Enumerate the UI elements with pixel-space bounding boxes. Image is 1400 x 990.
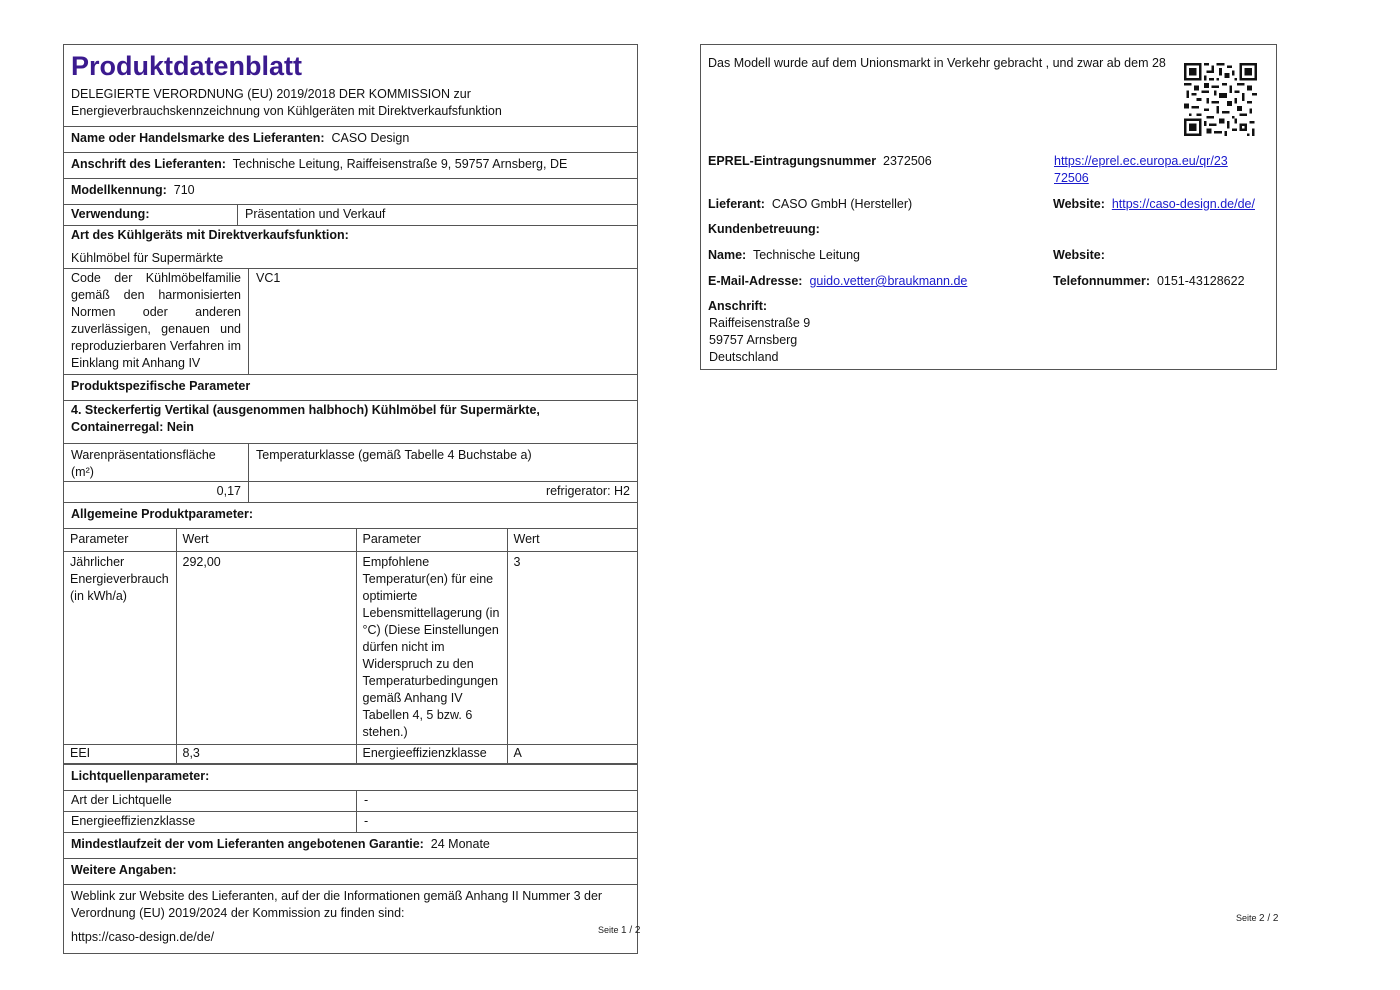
use-label: Verwendung: <box>71 207 150 221</box>
eei-label: EEI <box>64 745 176 764</box>
email-row <box>708 273 967 290</box>
general-params-heading: Allgemeine Produktparameter: <box>71 507 253 521</box>
eprel-link-line-2[interactable]: 72506 <box>1054 171 1089 185</box>
general-params-table <box>64 529 637 764</box>
footer-page-number: 2 / 2 <box>1259 913 1279 924</box>
light-class-value: - <box>356 812 637 832</box>
category-heading: 4. Steckerfertig Vertikal (ausgenommen halbhoch) Kühlmöbel für Supermärkte, Containerregal: Nein <box>71 403 540 434</box>
light-heading-row <box>64 765 637 791</box>
regulation-line-1: DELEGIERTE VERORDNUNG (EU) 2019/2018 DER KOMMISSION zur <box>71 87 471 101</box>
display-area-value: 0,17 <box>216 484 241 498</box>
eprel-row <box>708 153 932 170</box>
eprel-link-line-1[interactable]: https://eprel.ec.europa.eu/qr/23 <box>1054 154 1228 168</box>
warranty-value: 24 Monate <box>430 837 490 851</box>
page-footer-1 <box>598 925 641 936</box>
address-line-1: Raiffeisenstraße 9 <box>709 316 811 330</box>
energy-consumption-value: 292,00 <box>176 552 356 745</box>
temp-class-value: refrigerator: H2 <box>248 482 637 502</box>
email-label: E-Mail-Adresse: <box>708 274 803 288</box>
use-label-cell <box>64 205 237 225</box>
supplier-name-value: CASO Design <box>331 131 410 145</box>
weblink-url: https://caso-design.de/de/ <box>71 930 215 944</box>
website-row <box>1053 196 1255 213</box>
temp-class-label: Temperaturklasse (gemäß Tabelle 4 Buchstabe a) <box>248 444 637 481</box>
appliance-type-label: Art des Kühlgeräts mit Direktverkaufsfunktion: <box>71 228 349 242</box>
phone-value: 0151-43128622 <box>1156 274 1245 288</box>
light-type-row <box>64 791 637 812</box>
market-text-content: Das Modell wurde auf dem Unionsmarkt in Verkehr gebracht , und zwar ab dem 28 <box>708 56 1166 70</box>
header-value-2: Wert <box>507 529 637 552</box>
weblink-row <box>64 885 637 953</box>
display-area-header-row <box>64 444 637 482</box>
supplier-name-label: Name oder Handelsmarke des Lieferanten: <box>71 131 325 145</box>
efficiency-class-value: A <box>507 745 637 764</box>
footer-label: Seite <box>1236 913 1257 923</box>
recommended-temperature-value: 3 <box>507 552 637 745</box>
family-code-value: VC1 <box>248 269 637 374</box>
qr-code-icon <box>1184 63 1257 136</box>
model-value: 710 <box>173 183 195 197</box>
eprel-label: EPREL-Eintragungsnummer <box>708 154 877 168</box>
supplier-name-row <box>64 127 637 153</box>
model-row <box>64 179 637 205</box>
general-params-heading-row <box>64 503 637 529</box>
name-value: Technische Leitung <box>752 248 860 262</box>
supplier-address-row <box>64 153 637 179</box>
address-block <box>708 298 810 366</box>
eprel-info-panel <box>700 44 1277 370</box>
display-area-label: Warenpräsentationsfläche (m²) <box>71 448 216 479</box>
supplier-row <box>708 196 912 213</box>
email-link[interactable]: guido.vetter@braukmann.de <box>809 274 968 288</box>
address-label: Anschrift: <box>708 299 768 313</box>
product-params-heading-row <box>64 375 637 401</box>
phone-label: Telefonnummer: <box>1053 274 1150 288</box>
display-area-value-row <box>64 482 637 503</box>
regulation-line-2: Energieverbrauchskennzeichnung von Kühlgeräten mit Direktverkaufsfunktion <box>71 104 502 118</box>
use-value: Präsentation und Verkauf <box>237 205 637 225</box>
recommended-temperature-label: Empfohlene Temperatur(en) für eine optimierte Lebensmittellagerung (in °C) (Diese Einstellungen dürfen nicht im Widerspruch zu den Temperaturbedingungen gemäß Anhang IV Tabellen 4, 5 bzw. 6 stehen.) <box>356 552 507 745</box>
family-code-row <box>64 269 637 375</box>
page-title: Produktdatenblatt <box>71 51 303 81</box>
more-info-heading-row <box>64 859 637 885</box>
eprel-link[interactable] <box>1054 153 1228 187</box>
product-params-heading: Produktspezifische Parameter <box>71 379 251 393</box>
header-block <box>64 45 637 127</box>
website-label: Website: <box>1053 197 1105 211</box>
footer-label: Seite <box>598 925 619 935</box>
header-value-1: Wert <box>176 529 356 552</box>
energy-consumption-label: Jährlicher Energieverbrauch (in kWh/a) <box>64 552 176 745</box>
header-parameter-1: Parameter <box>64 529 176 552</box>
supplier-address-label: Anschrift des Lieferanten: <box>71 157 226 171</box>
eprel-number: 2372506 <box>883 154 932 168</box>
header-parameter-2: Parameter <box>356 529 507 552</box>
use-row <box>64 205 637 226</box>
address-line-3: Deutschland <box>709 350 779 364</box>
page-footer-2 <box>1236 913 1279 924</box>
customer-service-heading-row <box>708 221 820 238</box>
more-info-heading: Weitere Angaben: <box>71 863 177 877</box>
product-data-sheet <box>63 44 641 954</box>
website2-row <box>1053 247 1105 264</box>
appliance-type-row <box>64 226 637 269</box>
eei-value: 8,3 <box>176 745 356 764</box>
warranty-label: Mindestlaufzeit der vom Lieferanten angebotenen Garantie: <box>71 837 424 851</box>
light-class-row <box>64 812 637 833</box>
phone-row <box>1053 273 1245 290</box>
family-code-label: Code der Kühlmöbelfamilie gemäß den harmonisierten Normen oder anderen zuverlässigen, genauen und reproduzierbaren Verfahren im Einklang mit Anhang IV <box>71 271 241 370</box>
customer-service-heading: Kundenbetreuung: <box>708 222 820 236</box>
weblink-text: Weblink zur Website des Lieferanten, auf der die Informationen gemäß Anhang II Nummer 3 der Verordnung (EU) 2019/2024 der Kommission zu finden sind: <box>71 889 603 920</box>
light-class-label: Energieeffizienzklasse <box>71 814 196 828</box>
name-label: Name: <box>708 248 747 262</box>
footer-page-number: 1 / 2 <box>621 925 641 936</box>
supplier-value: CASO GmbH (Hersteller) <box>771 197 913 211</box>
light-type-value: - <box>356 791 637 811</box>
table-header-row <box>64 529 637 552</box>
appliance-type-value: Kühlmöbel für Supermärkte <box>71 251 224 265</box>
table-row <box>64 745 637 764</box>
light-type-label: Art der Lichtquelle <box>71 793 172 807</box>
name-row <box>708 247 860 264</box>
general-params-table-wrap <box>64 529 637 765</box>
table-row <box>64 552 637 745</box>
website2-label: Website: <box>1053 248 1105 262</box>
supplier-address-value: Technische Leitung, Raiffeisenstraße 9, 59757 Arnsberg, DE <box>232 157 568 171</box>
warranty-row <box>64 833 637 859</box>
address-line-2: 59757 Arnsberg <box>709 333 798 347</box>
supplier-label: Lieferant: <box>708 197 765 211</box>
efficiency-class-label: Energieeffizienzklasse <box>356 745 507 764</box>
website-link[interactable]: https://caso-design.de/de/ <box>1111 197 1255 211</box>
model-label: Modellkennung: <box>71 183 167 197</box>
light-heading: Lichtquellenparameter: <box>71 769 210 783</box>
market-text <box>708 55 1178 72</box>
category-heading-row <box>64 401 637 444</box>
